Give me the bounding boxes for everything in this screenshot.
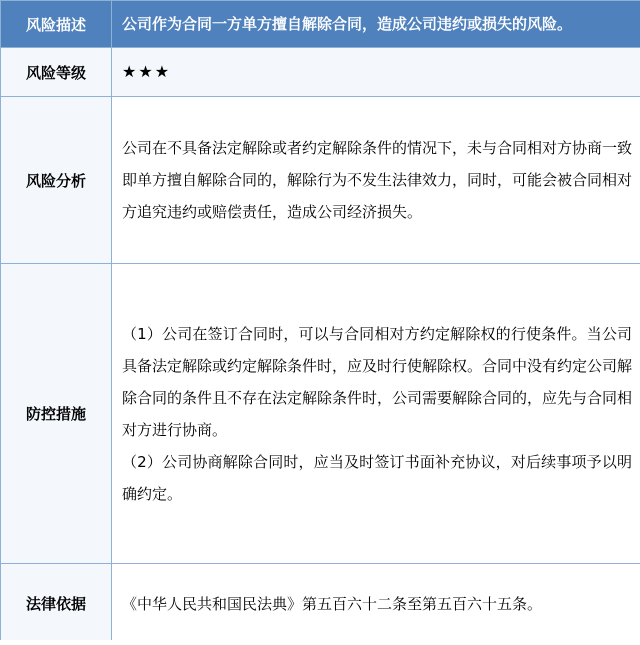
prevention-measures-value (112, 264, 640, 564)
risk-description-label: 风险描述 (1, 1, 112, 48)
row-risk-analysis (1, 97, 640, 264)
row-risk-level (1, 48, 640, 97)
legal-basis-value: 《中华人民共和国民法典》第五百六十二条至第五百六十五条。 (112, 564, 640, 644)
risk-level-label: 风险等级 (1, 48, 112, 97)
row-risk-description (1, 1, 640, 48)
row-legal-basis (1, 564, 640, 644)
row-prevention-measures (1, 264, 640, 564)
risk-analysis-value: 公司在不具备法定解除或者约定解除条件的情况下，未与合同相对方协商一致即单方擅自解除合同的，解除行为不发生法律效力，同时，可能会被合同相对方追究违约或赔偿责任，造成公司经济损失。 (112, 97, 640, 264)
legal-basis-label: 法律依据 (1, 564, 112, 644)
risk-level-stars: ★★★ (112, 48, 640, 97)
page-bottom-edge (0, 640, 640, 645)
prevention-measures-label: 防控措施 (1, 264, 112, 564)
measure-paragraph-1: （1）公司在签订合同时，可以与合同相对方约定解除权的行使条件。当公司具备法定解除或约定解除条件时，应及时行使解除权。合同中没有约定公司解除合同的条件且不存在法定解除条件时，公司需要解除合同的，应先与合同相对方进行协商。 (122, 324, 633, 439)
risk-description-value: 公司作为合同一方单方擅自解除合同，造成公司违约或损失的风险。 (112, 1, 640, 48)
risk-analysis-label: 风险分析 (1, 97, 112, 264)
measure-paragraph-2: （2）公司协商解除合同时，应当及时签订书面补充协议，对后续事项予以明确约定。 (122, 452, 632, 503)
